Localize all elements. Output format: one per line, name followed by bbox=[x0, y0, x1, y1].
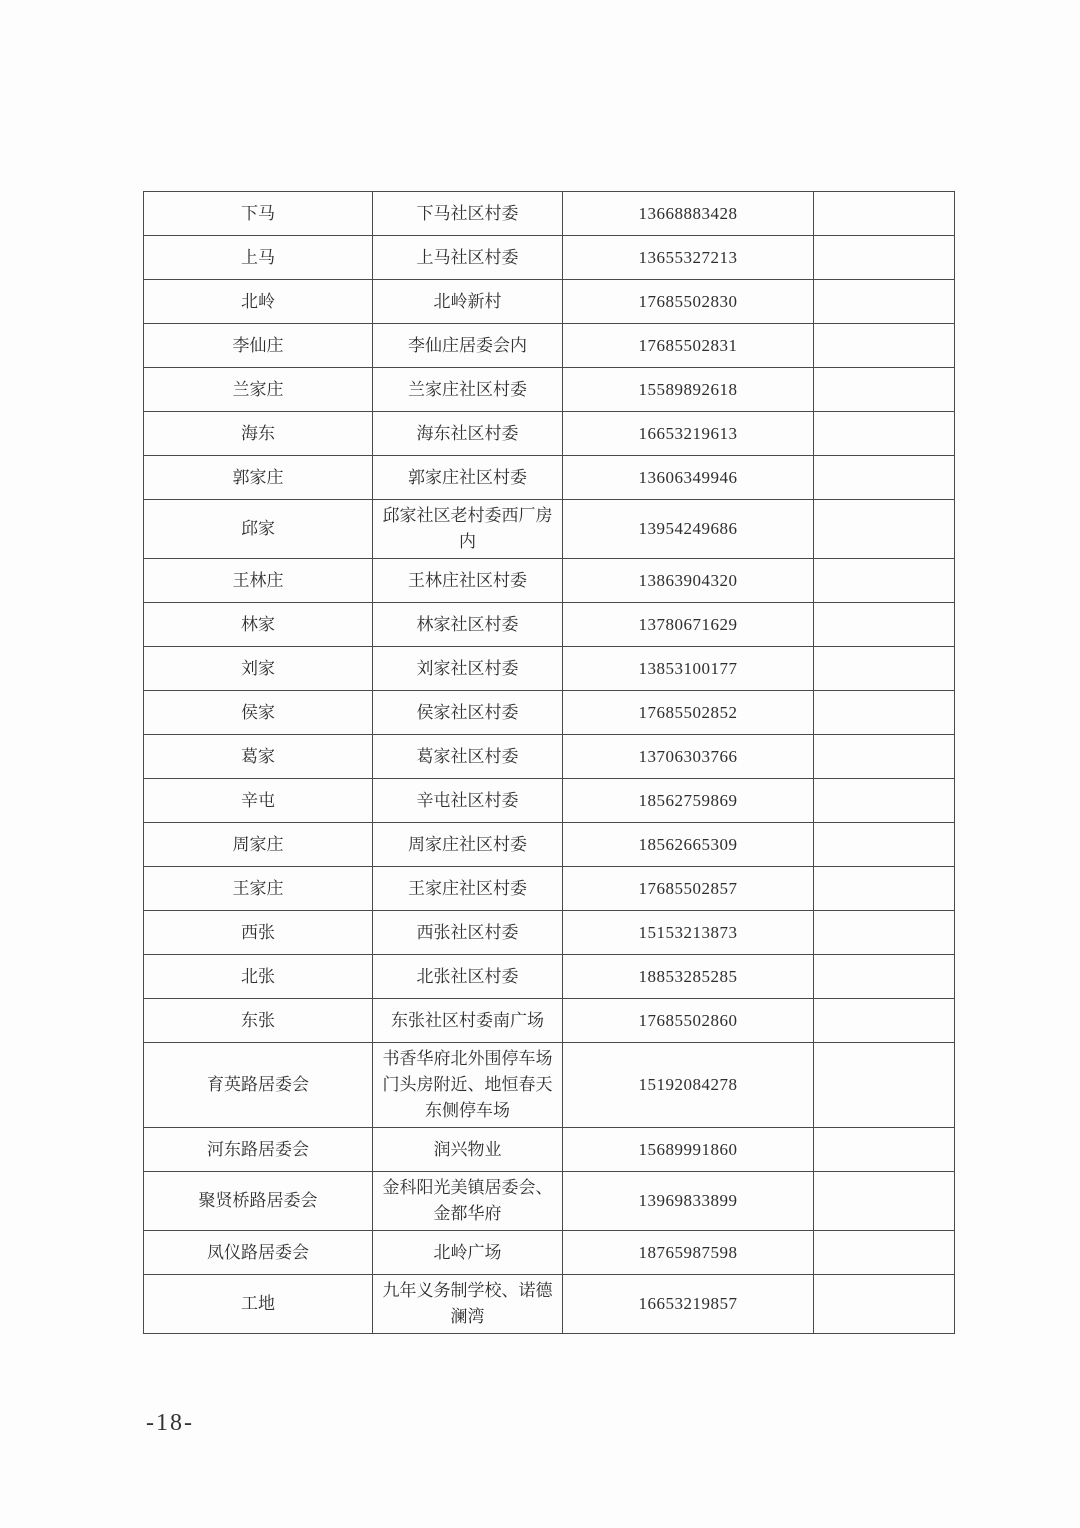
empty-cell bbox=[814, 324, 955, 368]
location-cell: 侯家社区村委 bbox=[373, 691, 563, 735]
location-cell: 下马社区村委 bbox=[373, 192, 563, 236]
table-row bbox=[144, 867, 955, 911]
name-cell: 李仙庄 bbox=[144, 324, 373, 368]
phone-cell: 18562759869 bbox=[563, 779, 814, 823]
phone-cell: 15589892618 bbox=[563, 368, 814, 412]
name-cell: 下马 bbox=[144, 192, 373, 236]
empty-cell bbox=[814, 999, 955, 1043]
phone-cell: 16653219613 bbox=[563, 412, 814, 456]
table-row bbox=[144, 324, 955, 368]
location-cell: 辛屯社区村委 bbox=[373, 779, 563, 823]
name-cell: 郭家庄 bbox=[144, 456, 373, 500]
table-row bbox=[144, 1128, 955, 1172]
phone-cell: 17685502831 bbox=[563, 324, 814, 368]
empty-cell bbox=[814, 911, 955, 955]
empty-cell bbox=[814, 603, 955, 647]
table-row bbox=[144, 823, 955, 867]
phone-cell: 13655327213 bbox=[563, 236, 814, 280]
table-row bbox=[144, 955, 955, 999]
location-cell: 润兴物业 bbox=[373, 1128, 563, 1172]
empty-cell bbox=[814, 647, 955, 691]
empty-cell bbox=[814, 867, 955, 911]
contact-table bbox=[143, 191, 955, 1334]
empty-cell bbox=[814, 1275, 955, 1334]
name-cell: 辛屯 bbox=[144, 779, 373, 823]
location-cell: 九年义务制学校、诺德澜湾 bbox=[373, 1275, 563, 1334]
location-cell: 王林庄社区村委 bbox=[373, 559, 563, 603]
table-row bbox=[144, 559, 955, 603]
phone-cell: 13954249686 bbox=[563, 500, 814, 559]
location-cell: 林家社区村委 bbox=[373, 603, 563, 647]
location-cell: 郭家庄社区村委 bbox=[373, 456, 563, 500]
name-cell: 聚贤桥路居委会 bbox=[144, 1172, 373, 1231]
name-cell: 东张 bbox=[144, 999, 373, 1043]
empty-cell bbox=[814, 1128, 955, 1172]
table-row bbox=[144, 999, 955, 1043]
name-cell: 王家庄 bbox=[144, 867, 373, 911]
table-row bbox=[144, 647, 955, 691]
phone-cell: 18765987598 bbox=[563, 1231, 814, 1275]
phone-cell: 17685502857 bbox=[563, 867, 814, 911]
location-cell: 书香华府北外围停车场门头房附近、地恒春天东侧停车场 bbox=[373, 1043, 563, 1128]
table-row bbox=[144, 500, 955, 559]
name-cell: 海东 bbox=[144, 412, 373, 456]
location-cell: 李仙庄居委会内 bbox=[373, 324, 563, 368]
name-cell: 凤仪路居委会 bbox=[144, 1231, 373, 1275]
table-body bbox=[144, 192, 955, 1334]
location-cell: 周家庄社区村委 bbox=[373, 823, 563, 867]
table-row bbox=[144, 1231, 955, 1275]
name-cell: 西张 bbox=[144, 911, 373, 955]
name-cell: 育英路居委会 bbox=[144, 1043, 373, 1128]
empty-cell bbox=[814, 779, 955, 823]
phone-cell: 15689991860 bbox=[563, 1128, 814, 1172]
location-cell: 东张社区村委南广场 bbox=[373, 999, 563, 1043]
phone-cell: 17685502860 bbox=[563, 999, 814, 1043]
table-row bbox=[144, 779, 955, 823]
phone-cell: 15153213873 bbox=[563, 911, 814, 955]
phone-cell: 15192084278 bbox=[563, 1043, 814, 1128]
name-cell: 侯家 bbox=[144, 691, 373, 735]
name-cell: 工地 bbox=[144, 1275, 373, 1334]
location-cell: 海东社区村委 bbox=[373, 412, 563, 456]
table-row bbox=[144, 456, 955, 500]
phone-cell: 16653219857 bbox=[563, 1275, 814, 1334]
location-cell: 北岭广场 bbox=[373, 1231, 563, 1275]
name-cell: 王林庄 bbox=[144, 559, 373, 603]
table-row bbox=[144, 1043, 955, 1128]
table-row bbox=[144, 691, 955, 735]
name-cell: 葛家 bbox=[144, 735, 373, 779]
empty-cell bbox=[814, 192, 955, 236]
name-cell: 邱家 bbox=[144, 500, 373, 559]
empty-cell bbox=[814, 691, 955, 735]
location-cell: 葛家社区村委 bbox=[373, 735, 563, 779]
location-cell: 邱家社区老村委西厂房内 bbox=[373, 500, 563, 559]
table-row bbox=[144, 911, 955, 955]
table-row bbox=[144, 735, 955, 779]
table-row bbox=[144, 603, 955, 647]
phone-cell: 13706303766 bbox=[563, 735, 814, 779]
phone-cell: 17685502830 bbox=[563, 280, 814, 324]
empty-cell bbox=[814, 823, 955, 867]
empty-cell bbox=[814, 412, 955, 456]
table-row bbox=[144, 1275, 955, 1334]
phone-cell: 13668883428 bbox=[563, 192, 814, 236]
name-cell: 河东路居委会 bbox=[144, 1128, 373, 1172]
phone-cell: 17685502852 bbox=[563, 691, 814, 735]
phone-cell: 13853100177 bbox=[563, 647, 814, 691]
table-row bbox=[144, 412, 955, 456]
name-cell: 兰家庄 bbox=[144, 368, 373, 412]
location-cell: 西张社区村委 bbox=[373, 911, 563, 955]
location-cell: 金科阳光美镇居委会、金都华府 bbox=[373, 1172, 563, 1231]
table-row bbox=[144, 1172, 955, 1231]
name-cell: 周家庄 bbox=[144, 823, 373, 867]
location-cell: 北岭新村 bbox=[373, 280, 563, 324]
phone-cell: 18562665309 bbox=[563, 823, 814, 867]
empty-cell bbox=[814, 735, 955, 779]
table-row bbox=[144, 368, 955, 412]
phone-cell: 18853285285 bbox=[563, 955, 814, 999]
empty-cell bbox=[814, 456, 955, 500]
location-cell: 王家庄社区村委 bbox=[373, 867, 563, 911]
empty-cell bbox=[814, 500, 955, 559]
location-cell: 兰家庄社区村委 bbox=[373, 368, 563, 412]
table-row bbox=[144, 280, 955, 324]
table-row bbox=[144, 236, 955, 280]
phone-cell: 13863904320 bbox=[563, 559, 814, 603]
empty-cell bbox=[814, 1172, 955, 1231]
table-row bbox=[144, 192, 955, 236]
location-cell: 刘家社区村委 bbox=[373, 647, 563, 691]
empty-cell bbox=[814, 280, 955, 324]
empty-cell bbox=[814, 368, 955, 412]
empty-cell bbox=[814, 1231, 955, 1275]
empty-cell bbox=[814, 236, 955, 280]
phone-cell: 13606349946 bbox=[563, 456, 814, 500]
location-cell: 上马社区村委 bbox=[373, 236, 563, 280]
name-cell: 北张 bbox=[144, 955, 373, 999]
name-cell: 北岭 bbox=[144, 280, 373, 324]
phone-cell: 13780671629 bbox=[563, 603, 814, 647]
name-cell: 林家 bbox=[144, 603, 373, 647]
name-cell: 刘家 bbox=[144, 647, 373, 691]
location-cell: 北张社区村委 bbox=[373, 955, 563, 999]
empty-cell bbox=[814, 955, 955, 999]
page-number: -18- bbox=[146, 1410, 194, 1436]
phone-cell: 13969833899 bbox=[563, 1172, 814, 1231]
empty-cell bbox=[814, 1043, 955, 1128]
name-cell: 上马 bbox=[144, 236, 373, 280]
empty-cell bbox=[814, 559, 955, 603]
